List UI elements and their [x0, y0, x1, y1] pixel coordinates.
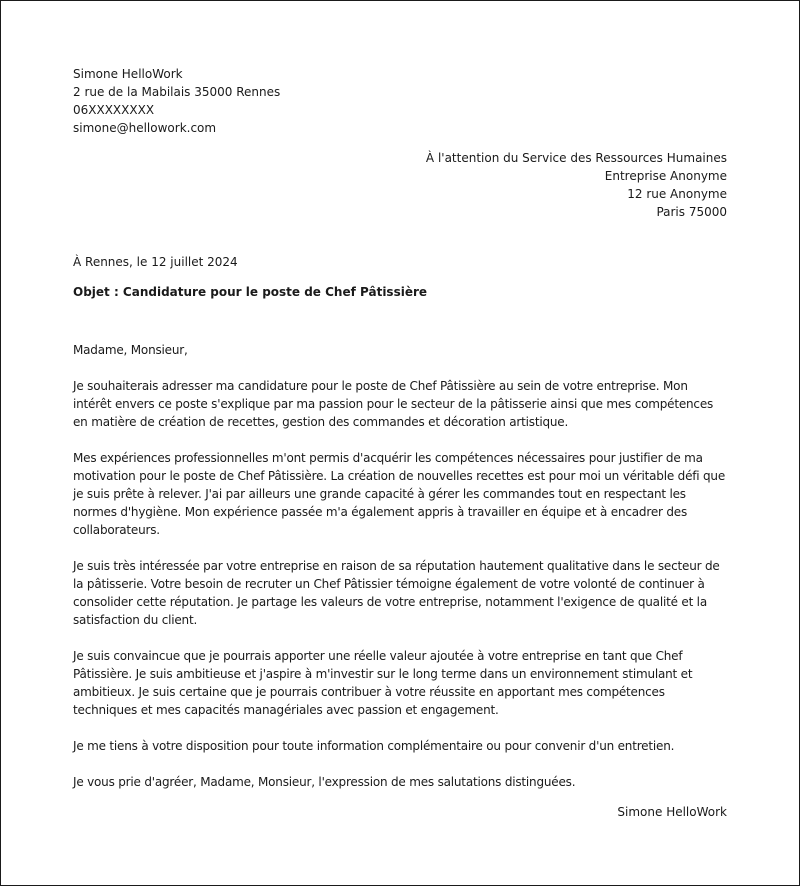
- recipient-street: 12 rue Anonyme: [627, 187, 727, 201]
- closing-availability: Je me tiens à votre disposition pour toute information complémentaire ou pour convenir d'un entretien.: [73, 739, 675, 753]
- sender-address: 2 rue de la Mabilais 35000 Rennes: [73, 85, 281, 99]
- paragraph: Je suis très intéressée par votre entreprise en raison de sa réputation hautement qualitative dans le secteur de la pâtisserie. Votre besoin de recruter un Chef Pâtissier témoigne également de votre volonté de continuer à consolider cette réputation. Je partage les valeurs de votre entreprise, notamment l'exigence de qualité et la satisfaction du client.: [73, 559, 720, 627]
- letter-date: À Rennes, le 12 juillet 2024: [73, 255, 238, 269]
- recipient-city: Paris 75000: [656, 205, 727, 219]
- recipient-block: [426, 149, 727, 221]
- paragraph: Mes expériences professionnelles m'ont permis d'acquérir les compétences nécessaires pour justifier de ma motivation pour le poste de Chef Pâtissière. La création de nouvelles recettes est pour moi un véritable défi que je suis prête à relever. J'ai par ailleurs une grande capacité à gérer les commandes tout en respectant les normes d'hygiène. Mon expérience passée m'a également appris à travailler en équipe et à encadrer des collaborateurs.: [73, 451, 726, 537]
- paragraph: Je souhaiterais adresser ma candidature pour le poste de Chef Pâtissière au sein de votre entreprise. Mon intérêt envers ce poste s'explique par ma passion pour le secteur de la pâtisserie ainsi que mes compétences en matière de création de recettes, gestion des commandes et décoration artistique.: [73, 379, 714, 429]
- letter-body: [73, 341, 729, 809]
- letter-subject: Objet : Candidature pour le poste de Chef Pâtissière: [73, 285, 428, 299]
- greeting: Madame, Monsieur,: [73, 343, 188, 357]
- recipient-attention: À l'attention du Service des Ressources Humaines: [425, 151, 727, 165]
- sender-email: simone@hellowork.com: [73, 121, 217, 135]
- sender-block: [73, 65, 280, 137]
- paragraph: Je suis convaincue que je pourrais apporter une réelle valeur ajoutée à votre entreprise en tant que Chef Pâtissière. Je suis ambitieuse et j'aspire à m'investir sur le long terme dans un environnement stimulant et ambitieux. Je suis certaine que je pourrais contribuer à votre réussite en apportant mes compétences techniques et mes capacités managériales avec passion et engagement.: [73, 649, 693, 717]
- closing-salutation: Je vous prie d'agréer, Madame, Monsieur, l'expression de mes salutations distinguées.: [73, 775, 576, 789]
- signature: Simone HelloWork: [617, 805, 727, 819]
- sender-phone: 06XXXXXXXX: [73, 103, 155, 117]
- sender-name: Simone HelloWork: [73, 67, 183, 81]
- recipient-company: Entreprise Anonyme: [604, 169, 727, 183]
